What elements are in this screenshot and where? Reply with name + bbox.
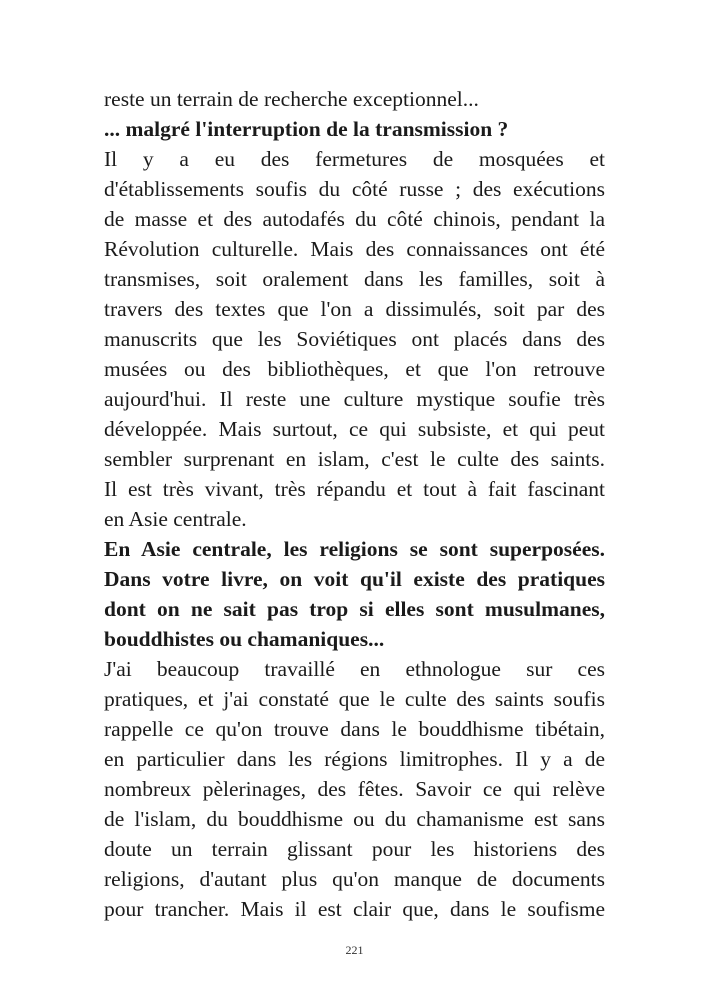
text-line: sembler surprenant en islam, c'est le culte des saints. (104, 447, 605, 471)
question-line: En Asie centrale, les religions se sont superposées. (104, 537, 605, 561)
text-line: développée. Mais surtout, ce qui subsiste, et qui peut (104, 417, 605, 441)
text-line: en Asie centrale. (104, 507, 247, 531)
text-line: en particulier dans les régions limitrophes. Il y a de (104, 747, 605, 771)
page-number: 221 (345, 943, 364, 957)
text-line: travers des textes que l'on a dissimulés, soit par des (104, 297, 605, 321)
text-line: doute un terrain glissant pour les historiens des (104, 837, 605, 861)
question-line: Dans votre livre, on voit qu'il existe des pratiques (104, 567, 605, 591)
question-line: bouddhistes ou chamaniques... (104, 627, 385, 651)
text-line: pratiques, et j'ai constaté que le culte des saints soufis (104, 687, 605, 711)
text-line: Révolution culturelle. Mais des connaissances ont été (104, 237, 605, 261)
page-text (104, 84, 605, 924)
text-line: aujourd'hui. Il reste une culture mystique soufie très (104, 387, 605, 411)
text-line: Il est très vivant, très répandu et tout à fait fascinant (104, 477, 605, 501)
text-line: pour trancher. Mais il est clair que, dans le soufisme (104, 897, 605, 921)
question-line: ... malgré l'interruption de la transmission ? (104, 117, 509, 141)
text-line: J'ai beaucoup travaillé en ethnologue sur ces (104, 657, 605, 681)
text-line: nombreux pèlerinages, des fêtes. Savoir ce qui relève (104, 777, 605, 801)
text-line: de l'islam, du bouddhisme ou du chamanisme est sans (104, 807, 605, 831)
text-line: rappelle ce qu'on trouve dans le bouddhisme tibétain, (104, 717, 605, 741)
text-line: Il y a eu des fermetures de mosquées et (104, 147, 605, 171)
text-line: reste un terrain de recherche exceptionnel... (104, 87, 479, 111)
text-line: de masse et des autodafés du côté chinois, pendant la (104, 207, 605, 231)
text-line: d'établissements soufis du côté russe ; des exécutions (104, 177, 605, 201)
text-line: transmises, soit oralement dans les familles, soit à (104, 267, 605, 291)
text-line: manuscrits que les Soviétiques ont placés dans des (104, 327, 605, 351)
text-line: religions, d'autant plus qu'on manque de documents (104, 867, 605, 891)
text-line: musées ou des bibliothèques, et que l'on retrouve (104, 357, 605, 381)
question-line: dont on ne sait pas trop si elles sont musulmanes, (104, 597, 605, 621)
